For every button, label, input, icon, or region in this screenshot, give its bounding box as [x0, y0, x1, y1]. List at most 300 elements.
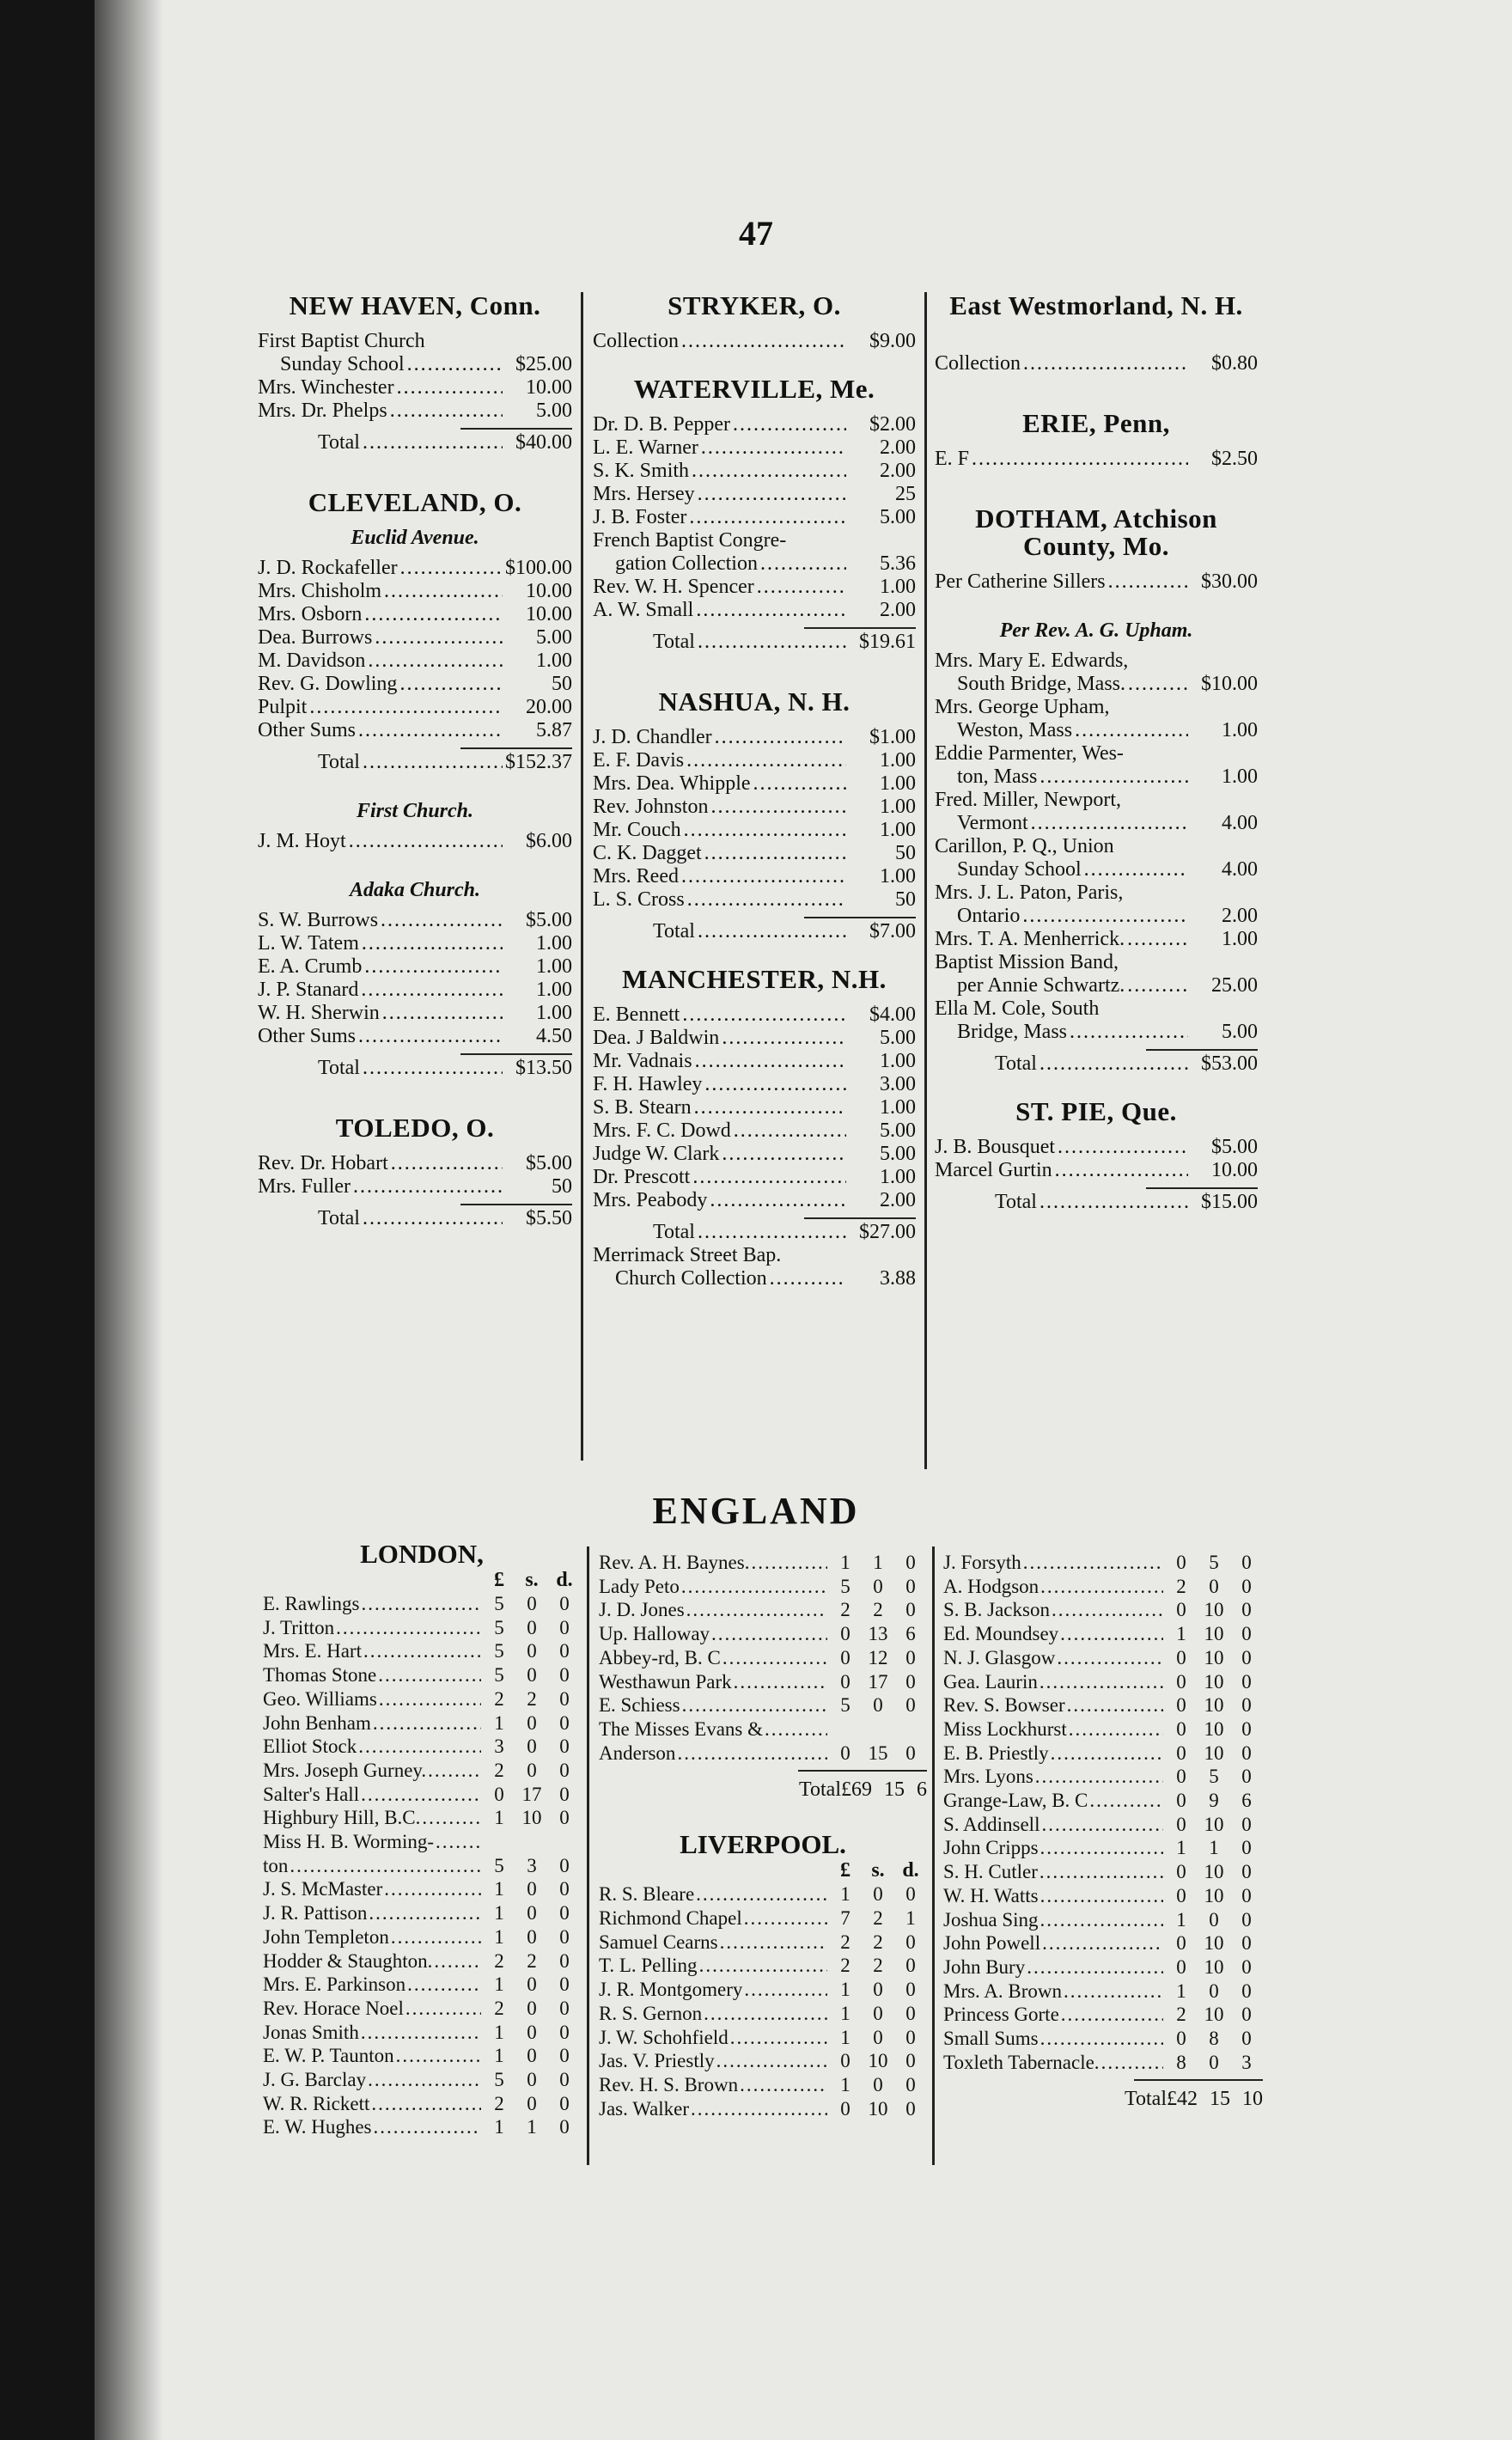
donor-name: Rev. S. Bowser: [943, 1694, 1065, 1717]
donation-row: [943, 1622, 1263, 1646]
entry-name: ton, Mass: [957, 766, 1038, 788]
entry-amount: 1.00: [1222, 766, 1258, 788]
total-row: [599, 1778, 927, 1802]
entry-amount: $4.00: [869, 1003, 916, 1026]
pence-value: 0: [559, 1735, 570, 1758]
donor-name: Miss H. B. Worming-: [263, 1831, 434, 1853]
entry-line: Mrs. Mary E. Edwards,: [935, 650, 1129, 672]
entry-amount: 1.00: [536, 650, 572, 672]
pounds-value: 3: [494, 1735, 504, 1758]
entry-amount: 1.00: [536, 979, 572, 1001]
entry-name: Rev. Dr. Hobart: [258, 1152, 388, 1174]
entry-amount: $10.00: [1201, 673, 1258, 695]
total-rule: [804, 627, 916, 629]
pounds-value: 0: [1176, 1646, 1186, 1668]
donor-name: Mrs. Joseph Gurney.: [263, 1759, 427, 1781]
shillings-value: 10: [521, 1807, 542, 1829]
entry-row: [593, 726, 916, 749]
dot-leader: [1058, 1136, 1188, 1159]
dot-leader: [1040, 1836, 1163, 1860]
currency-header-cell: s.: [525, 1569, 539, 1591]
donor-name: J. R. Pattison: [263, 1902, 368, 1925]
dot-leader: [361, 1592, 481, 1616]
shillings-value: 0: [873, 1694, 883, 1717]
donation-row: [599, 2073, 927, 2097]
entry-row: [593, 1267, 916, 1290]
pounds-value: 5: [840, 1575, 850, 1597]
entry-name: S. B. Stearn: [593, 1096, 692, 1119]
section-heading: STRYKER, O.: [668, 290, 841, 320]
pounds-value: 0: [1176, 1861, 1186, 1883]
entry-name: M. Davidson: [258, 650, 366, 672]
donation-row: [599, 1717, 927, 1742]
donor-name: Samuel Cearns: [599, 1931, 718, 1953]
dot-leader: [730, 2026, 827, 2050]
dot-leader: [692, 460, 846, 483]
entry-line: First Baptist Church: [258, 330, 425, 352]
pounds-value: 2: [494, 2092, 504, 2114]
shillings-value: 0: [873, 1883, 883, 1906]
shillings-value: 17: [868, 1670, 888, 1693]
shillings-value: 0: [527, 2092, 537, 2114]
entry-row: [593, 460, 916, 483]
donation-row: [263, 1616, 581, 1640]
pence-value: 0: [905, 1931, 916, 1953]
entry-row: [935, 1136, 1258, 1159]
entry-row: [258, 580, 572, 603]
page-number: 47: [739, 214, 773, 253]
entry-amount: $6.00: [526, 830, 572, 852]
entry-row: [593, 1003, 916, 1027]
column-middle: [593, 292, 916, 1290]
dot-leader: [361, 2021, 481, 2045]
total-label: Total: [653, 1221, 695, 1243]
donation-row: [943, 1670, 1263, 1694]
entry-row: [258, 626, 572, 650]
dot-leader: [722, 1646, 827, 1670]
dot-leader: [353, 1175, 503, 1199]
column-rule: [581, 292, 583, 1461]
pounds-value: 5: [494, 1616, 504, 1638]
pounds-value: 1: [494, 1878, 504, 1900]
entry-amount: 50: [552, 1175, 572, 1198]
total-rule: [804, 1217, 916, 1219]
donor-name: Highbury Hill, B.C.: [263, 1807, 421, 1829]
entry-row: [593, 1073, 916, 1096]
dot-leader: [1040, 1860, 1163, 1884]
pounds-value: 2: [1176, 2004, 1186, 2026]
entry-amount: $25.00: [515, 353, 572, 375]
spacer: [593, 353, 916, 375]
entry-amount: 2.00: [880, 436, 916, 459]
entry-name: Mrs. Peabody: [593, 1189, 708, 1211]
shillings-value: 10: [1204, 1861, 1224, 1883]
pence-value: 0: [1241, 1861, 1252, 1883]
spacer: [599, 1802, 927, 1833]
dot-leader: [704, 2002, 827, 2026]
pounds-value: 5: [494, 1854, 504, 1876]
entry-name: Collection: [935, 352, 1021, 375]
dot-leader: [1035, 1765, 1163, 1789]
entry-row: [593, 483, 916, 506]
dot-leader: [349, 830, 503, 853]
dot-leader: [698, 1221, 846, 1244]
shillings-value: 0: [527, 2069, 537, 2091]
donor-name: Small Sums: [943, 2028, 1039, 2050]
entry-amount: 1.00: [880, 1166, 916, 1188]
pence-value: 0: [1241, 2028, 1252, 2050]
entry-name: Dea. J Baldwin: [593, 1027, 720, 1049]
dot-leader: [364, 603, 503, 626]
currency-header-cell: £: [840, 1859, 850, 1882]
entry-amount: 5.00: [880, 1027, 916, 1049]
dot-leader: [699, 1954, 827, 1978]
pence-value: 0: [559, 1664, 570, 1687]
pence-value: 0: [905, 1646, 916, 1668]
pence-value: 0: [1241, 1884, 1252, 1906]
shillings-value: 9: [1209, 1790, 1219, 1812]
dot-leader: [1101, 2051, 1163, 2075]
dot-leader: [682, 1693, 827, 1717]
shillings-value: 10: [1204, 1813, 1224, 1835]
pounds-value: 8: [1176, 2051, 1186, 2073]
donation-row: [263, 1687, 581, 1711]
dot-leader: [396, 2044, 481, 2068]
pence-value: 0: [559, 1759, 570, 1781]
section-heading: ST. PIE, Que.: [1015, 1096, 1177, 1126]
dot-leader: [397, 376, 503, 400]
entry-amount: 1.00: [536, 955, 572, 978]
pence-value: 0: [1241, 1955, 1252, 1978]
dot-leader: [698, 920, 846, 943]
entry-row: [593, 796, 916, 819]
total-row: [935, 1191, 1258, 1214]
entry-amount: 5.36: [880, 552, 916, 575]
shillings-value: 13: [868, 1623, 888, 1645]
shillings-value: 1: [873, 1552, 883, 1573]
dot-leader: [1031, 812, 1188, 835]
dot-leader: [751, 1551, 827, 1575]
donor-name: N. J. Glasgow: [943, 1646, 1056, 1668]
dot-leader: [1040, 1884, 1163, 1908]
section-heading: MANCHESTER, N.H.: [622, 964, 887, 994]
pounds-value: 1: [840, 2026, 850, 2048]
dot-leader: [422, 1806, 481, 1830]
pounds-value: 1: [1176, 1623, 1186, 1645]
currency-header: [263, 1569, 581, 1592]
dot-leader: [364, 955, 503, 979]
england-heading: ENGLAND: [652, 1490, 860, 1532]
entry-name: Dea. Burrows: [258, 626, 373, 649]
shillings-value: 5: [1209, 1766, 1219, 1788]
shillings-value: 0: [527, 2045, 537, 2067]
entry-amount: 3.00: [880, 1073, 916, 1095]
donation-row: [263, 2021, 581, 2045]
donation-row: [263, 1997, 581, 2021]
dot-leader: [687, 888, 846, 912]
pounds-value: 0: [1176, 1670, 1186, 1693]
entry-name: J. D. Rockafeller: [258, 557, 398, 579]
donor-name: J. W. Schohfield: [599, 2026, 729, 2048]
entry-name: S. W. Burrows: [258, 909, 379, 931]
dot-leader: [309, 696, 503, 719]
entry-row: [258, 979, 572, 1002]
pence-value: 0: [1241, 1742, 1252, 1764]
pounds-value: 0: [1176, 1552, 1186, 1573]
entry-name: Mrs. Fuller: [258, 1175, 351, 1198]
entry-amount: 20.00: [526, 696, 572, 718]
entry-row: [593, 1119, 916, 1143]
entry-amount: 5.00: [1222, 1021, 1258, 1043]
donor-name: Elliot Stock: [263, 1735, 357, 1758]
entry-amount: 50: [552, 673, 572, 695]
pounds-value: 0: [1176, 2028, 1186, 2050]
dot-leader: [720, 1931, 827, 1955]
pence-value: 0: [559, 1878, 570, 1900]
pence-value: 0: [905, 2097, 916, 2120]
total-rule: [460, 747, 572, 749]
total-shillings: 15: [1210, 2088, 1230, 2111]
entry-amount: 1.00: [880, 1096, 916, 1119]
entry-name: Judge W. Clark: [593, 1143, 720, 1165]
pounds-value: 0: [1176, 1599, 1186, 1621]
donation-row: [599, 1931, 927, 1955]
entry-name: E. A. Crumb: [258, 955, 363, 978]
entry-row: [935, 719, 1258, 742]
donation-row: [599, 2097, 927, 2121]
entry-name: W. H. Sherwin: [258, 1002, 380, 1024]
shillings-value: 0: [1209, 1908, 1219, 1931]
entry-name: L. W. Tatem: [258, 932, 359, 955]
entry-name: Mrs. Winchester: [258, 376, 394, 399]
entry-row: [593, 330, 916, 353]
pence-value: 0: [559, 2069, 570, 2091]
shillings-value: 0: [527, 1616, 537, 1638]
pounds-value: 0: [1176, 1932, 1186, 1955]
entry-name: Vermont: [957, 812, 1028, 834]
donation-row: [943, 1646, 1263, 1670]
total-label: Total: [318, 431, 360, 454]
dot-leader: [390, 400, 503, 423]
pounds-value: 0: [1176, 1813, 1186, 1835]
dot-leader: [1055, 1159, 1188, 1182]
dot-leader: [1070, 1021, 1188, 1044]
entry-amount: 50: [895, 888, 916, 911]
spacer: [935, 330, 1258, 352]
shillings-value: 0: [527, 1925, 537, 1948]
dot-leader: [1040, 1908, 1163, 1932]
entry-row: [935, 858, 1258, 881]
pence-value: 0: [559, 1616, 570, 1638]
total-amount: $40.00: [515, 431, 572, 454]
shillings-value: 0: [527, 1664, 537, 1687]
shillings-value: 10: [868, 2097, 888, 2120]
dot-leader: [358, 719, 503, 742]
entry-row: [593, 1143, 916, 1166]
donor-name: Jonas Smith: [263, 2021, 359, 2043]
shillings-value: 0: [873, 2026, 883, 2048]
entry-name: Per Catherine Sillers: [935, 570, 1106, 593]
pence-value: 0: [905, 2073, 916, 2095]
entry-name: Mrs. Reed: [593, 865, 679, 888]
pence-value: 0: [1241, 1575, 1252, 1597]
entry-amount: 1.00: [1222, 719, 1258, 741]
dot-leader: [384, 580, 503, 603]
pounds-value: 1: [494, 1902, 504, 1925]
dot-leader: [363, 751, 503, 774]
donor-name: J. G. Barclay: [263, 2069, 367, 2091]
subsection-heading: Adaka Church.: [349, 879, 481, 901]
donor-name: S. H. Cutler: [943, 1861, 1038, 1883]
entry-amount: 1.00: [880, 1050, 916, 1072]
entry-name: E. F. Davis: [593, 749, 685, 772]
entry-row: [258, 400, 572, 423]
donor-name: E. Schiess: [599, 1694, 680, 1717]
dot-leader: [691, 2097, 827, 2121]
dot-leader: [704, 1073, 846, 1096]
dot-leader: [369, 1901, 481, 1925]
spacer: [258, 853, 572, 875]
shillings-value: 0: [527, 1593, 537, 1614]
donation-row: [943, 1789, 1263, 1813]
entry-line: Merrimack Street Bap.: [593, 1244, 782, 1266]
total-amount: $27.00: [859, 1221, 916, 1243]
entry-row: [593, 842, 916, 865]
total-rule: [1146, 1049, 1258, 1051]
donor-name: Richmond Chapel: [599, 1907, 742, 1930]
dot-leader: [363, 1207, 503, 1230]
pence-value: 6: [1241, 1790, 1252, 1812]
pence-value: 0: [905, 1670, 916, 1693]
entry-line: Fred. Miller, Newport,: [935, 789, 1121, 811]
entry-line: French Baptist Congre-: [593, 529, 787, 552]
pence-value: 1: [905, 1907, 916, 1930]
column-rule: [924, 292, 927, 1469]
dot-leader: [379, 1687, 481, 1711]
liverpool-heading: LIVERPOOL.: [680, 1829, 846, 1860]
dot-leader: [400, 557, 503, 580]
dot-leader: [1089, 1789, 1163, 1813]
entry-name: Dr. D. B. Pepper: [593, 413, 730, 436]
entry-amount: 10.00: [526, 376, 572, 399]
dot-leader: [972, 448, 1188, 471]
entry-row: [593, 1050, 916, 1073]
pounds-value: 0: [840, 2050, 850, 2072]
dot-leader: [677, 1742, 827, 1766]
entry-amount: 10.00: [526, 603, 572, 625]
entry-row: [935, 1021, 1258, 1044]
entry-amount: 2.00: [880, 460, 916, 482]
pounds-value: 1: [1176, 1837, 1186, 1859]
donor-name: Mrs. Lyons: [943, 1766, 1033, 1788]
shillings-value: 10: [1204, 1694, 1224, 1717]
spacer: [258, 1080, 572, 1114]
shillings-value: 2: [873, 1931, 883, 1953]
currency-header-cell: d.: [902, 1859, 919, 1882]
donor-name: J. Tritton: [263, 1616, 335, 1638]
entry-name: J. B. Foster: [593, 506, 687, 528]
entry-name: Weston, Mass: [957, 719, 1073, 741]
donation-row: [263, 2068, 581, 2092]
entry-name: Mrs. T. A. Menherrick.: [935, 928, 1125, 950]
dot-leader: [696, 1882, 827, 1906]
donor-name: J. S. McMaster: [263, 1878, 383, 1900]
donor-name: Abbey-rd, B. C: [599, 1646, 721, 1668]
dot-leader: [399, 673, 503, 696]
pence-value: 0: [559, 2021, 570, 2043]
donor-name: E. W. Hughes: [263, 2116, 372, 2138]
dot-leader: [1040, 2027, 1163, 2051]
pence-value: 0: [1241, 1694, 1252, 1717]
donation-row: [599, 1551, 927, 1575]
entry-line: Baptist Mission Band,: [935, 951, 1119, 973]
donation-row: [263, 1806, 581, 1830]
donor-name: T. L. Pelling: [599, 1955, 698, 1977]
donor-name: John Templeton: [263, 1925, 389, 1948]
donor-name: W. R. Rickett: [263, 2092, 370, 2114]
dot-leader: [701, 436, 846, 460]
total-rule: [460, 1053, 572, 1055]
pounds-value: 0: [1176, 1884, 1186, 1906]
pounds-value: 0: [1176, 1955, 1186, 1978]
donor-name: E. W. P. Taunton: [263, 2045, 394, 2067]
entry-amount: 5.00: [880, 1143, 916, 1165]
entry-name: J. B. Bousquet: [935, 1136, 1056, 1158]
dot-leader: [1057, 1646, 1163, 1670]
shillings-value: 2: [873, 1907, 883, 1930]
entry-amount: 25.00: [1211, 974, 1258, 997]
column-rule: [932, 1546, 935, 2165]
entry-name: per Annie Schwartz.: [957, 974, 1125, 997]
entry-row: [935, 766, 1258, 789]
pounds-value: 0: [840, 1670, 850, 1693]
dot-leader: [1023, 352, 1188, 375]
donor-name: John Benham: [263, 1711, 371, 1734]
dot-leader: [710, 796, 846, 819]
dot-leader: [1127, 974, 1188, 997]
donor-name: S. Addinsell: [943, 1813, 1040, 1835]
entry-row: [258, 376, 572, 400]
middle-list: [599, 1551, 927, 2120]
currency-header-cell: s.: [871, 1859, 885, 1882]
shillings-value: 10: [868, 2050, 888, 2072]
pounds-value: 1: [494, 2045, 504, 2067]
pounds-value: 5: [494, 1664, 504, 1687]
dot-leader: [1051, 1742, 1163, 1766]
total-amount: $53.00: [1201, 1052, 1258, 1075]
entry-amount: $5.00: [526, 909, 572, 931]
pounds-value: 1: [494, 2021, 504, 2043]
pounds-value: 0: [1176, 1766, 1186, 1788]
pence-value: 0: [559, 2116, 570, 2138]
dot-leader: [694, 1096, 846, 1119]
entry-row: [935, 570, 1258, 594]
entry-amount: $2.50: [1211, 448, 1258, 470]
donor-name: Lady Peto: [599, 1575, 680, 1597]
donor-name: Princess Gorte: [943, 2004, 1059, 2026]
shillings-value: 15: [868, 1742, 888, 1764]
shillings-value: 0: [873, 1575, 883, 1597]
donor-name: Rev. H. S. Brown: [599, 2073, 739, 2095]
donation-row: [263, 1949, 581, 1973]
pounds-value: 2: [494, 1687, 504, 1710]
total-amount: $152.37: [505, 751, 572, 773]
donation-row: [599, 1598, 927, 1622]
dot-leader: [681, 330, 846, 353]
entry-amount: 3.88: [880, 1267, 916, 1290]
dot-leader: [375, 626, 503, 650]
entry-name: Ontario: [957, 905, 1021, 927]
